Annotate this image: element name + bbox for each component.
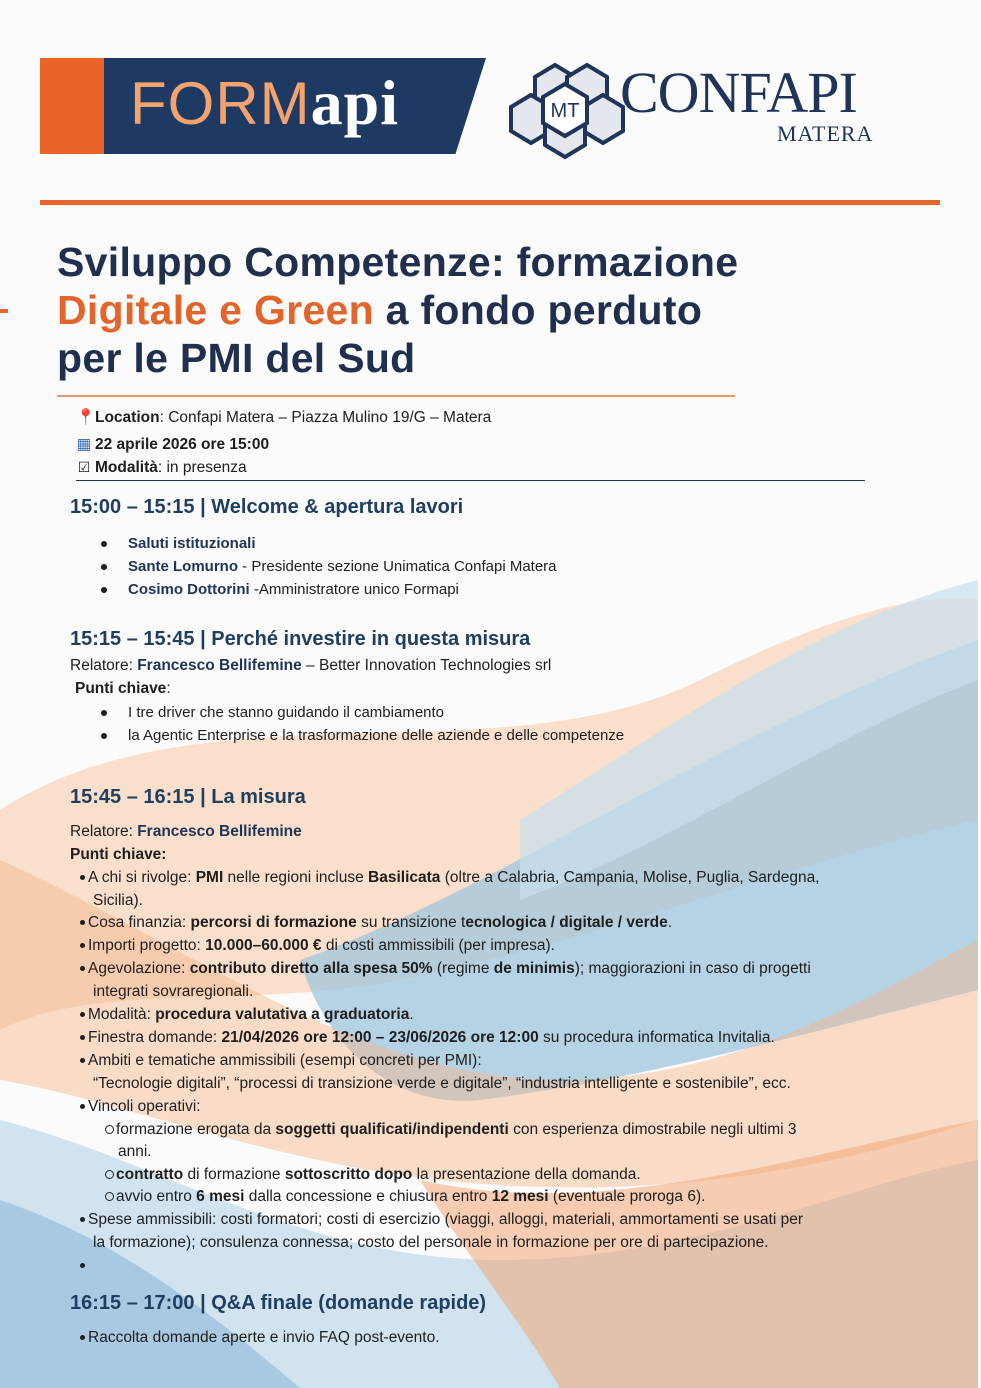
formapi-logo-orange-block	[40, 58, 110, 154]
title-accent: Digitale e Green	[57, 287, 374, 333]
text: (eventuale proroga 6).	[548, 1188, 706, 1205]
speaker-org: – Better Innovation Technologies srl	[301, 657, 552, 674]
text-continuation: Sicilia).	[93, 891, 143, 909]
bullet-icon	[80, 1058, 85, 1063]
bullet-icon	[80, 1217, 85, 1222]
text: Modalità:	[88, 1006, 156, 1023]
side-accent-tick	[0, 309, 8, 313]
speaker-name: Francesco Bellifemine	[137, 823, 302, 840]
title-line-3: per le PMI del Sud	[57, 335, 416, 381]
item-text: la Agentic Enterprise e la trasformazione delle aziende e delle competenze	[128, 727, 625, 744]
text-bold: contratto	[116, 1165, 184, 1183]
text: dalla concessione e chiusura entro	[244, 1188, 492, 1205]
bullet-icon	[101, 587, 107, 593]
formapi-logo	[40, 58, 486, 154]
title-line-2-rest: a fondo perduto	[373, 287, 703, 333]
sub-bullet-icon	[105, 1170, 114, 1179]
text-bold: procedura valutativa a graduatoria	[155, 1006, 410, 1023]
bullet-icon	[80, 1035, 85, 1040]
text: Agevolazione:	[88, 960, 190, 977]
section-heading-misura: 15:45 – 16:15 | La misura	[70, 786, 306, 808]
text-continuation: la formazione); consulenza connessa; costo del personale in formazione per ore di partecipazione.	[93, 1233, 769, 1251]
bullet-icon	[80, 1263, 85, 1268]
speaker-name: Sante Lomurno	[128, 558, 239, 575]
speaker-prefix: Relatore:	[70, 823, 138, 840]
pin-icon: 📍	[76, 409, 96, 426]
text: su transizione t	[356, 914, 466, 931]
bullet-icon	[101, 710, 107, 716]
list-item	[80, 1209, 930, 1254]
text-bold: PMI	[195, 869, 224, 886]
text-bold: 21/04/2026 ore 12:00 – 23/06/2026 ore 12:00	[221, 1029, 539, 1046]
text: avvio entro	[116, 1188, 197, 1205]
confapi-logo	[505, 55, 905, 165]
info-mode	[76, 459, 247, 477]
bullet-icon	[101, 733, 107, 739]
page-title	[57, 238, 738, 382]
title-line-1: Sviluppo Competenze: formazione	[57, 239, 739, 285]
speaker-name: Cosimo Dottorini	[128, 581, 250, 598]
list-item	[101, 581, 459, 598]
list-item	[80, 935, 930, 958]
mode-label: Modalità	[95, 459, 158, 476]
list-item	[80, 1050, 930, 1095]
sub-bullet-icon	[105, 1192, 114, 1201]
speaker-role: -Amministratore unico Formapi	[249, 581, 459, 598]
item-bold: Saluti istituzionali	[128, 535, 256, 552]
text: .	[409, 1006, 414, 1023]
text: Finestra domande:	[88, 1029, 222, 1046]
list-item	[80, 958, 930, 1003]
text-continuation: “Tecnologie digitali”, “processi di transizione verde e digitale”, “industria intelligente e sostenibile”, ecc.	[93, 1074, 791, 1092]
text-bold: 10.000–60.000 €	[205, 937, 322, 954]
list-item	[80, 1096, 930, 1209]
text: con esperienza dimostrabile negli ultimi 3	[508, 1120, 797, 1138]
list-item	[80, 1004, 930, 1027]
text: (oltre a Calabria, Campania, Molise, Puglia, Sardegna,	[440, 869, 820, 886]
formapi-logo-part1: FORM	[130, 70, 311, 137]
text-bold: 6 mesi	[196, 1188, 245, 1205]
keypoints-label: Punti chiave:	[70, 846, 167, 863]
bullet-icon	[101, 564, 107, 570]
text-bold: sottoscritto dopo	[284, 1165, 413, 1183]
text-bold: ecnologica / digitale / verde	[465, 914, 668, 931]
text: (regime	[432, 960, 494, 977]
checkbox-icon: ☑	[77, 459, 91, 475]
speaker-prefix: Relatore:	[70, 657, 138, 674]
text-bold: 12 mesi	[491, 1188, 549, 1205]
text: Spese ammissibili: costi formatori; costi di esercizio (viaggi, alloggi, materiali, ammortamenti se usati per	[88, 1211, 803, 1228]
speaker-line	[70, 657, 551, 675]
list-item	[101, 558, 557, 575]
bullet-icon	[80, 1012, 85, 1017]
list-item	[101, 535, 256, 552]
bullet-icon	[80, 1335, 85, 1340]
text: su procedura informatica Invitalia.	[538, 1029, 775, 1046]
sub-list-item	[80, 1186, 930, 1209]
title-line-2	[57, 286, 738, 334]
calendar-icon: ▦	[76, 436, 92, 453]
section-heading-perche: 15:15 – 15:45 | Perché investire in questa misura	[70, 628, 531, 650]
confapi-name: CONFAPI	[620, 60, 857, 125]
sub-list-item	[80, 1164, 930, 1187]
text: di costi ammissibili (per impresa).	[321, 937, 555, 954]
speaker-role: - Presidente sezione Unimatica Confapi Matera	[238, 558, 557, 575]
keypoints-label	[75, 680, 171, 698]
list-item	[80, 867, 930, 912]
text-bold: Basilicata	[368, 869, 441, 886]
title-divider	[57, 395, 735, 397]
empty-list-item	[80, 1255, 88, 1278]
bullet-icon	[80, 875, 85, 880]
header-divider	[40, 200, 940, 205]
section-heading-qa: 16:15 – 17:00 | Q&A finale (domande rapide)	[70, 1292, 487, 1314]
text: ); maggiorazioni in caso di progetti	[574, 960, 811, 977]
text-bold: percorsi di formazione	[190, 914, 357, 931]
keypoints-label-text: Punti chiave	[75, 680, 167, 697]
item-text: Raccolta domande aperte e invio FAQ post-evento.	[88, 1329, 440, 1346]
list-item	[101, 704, 444, 721]
text-bold: contributo diretto alla spesa 50%	[189, 960, 433, 977]
text: la presentazione della domanda.	[412, 1165, 641, 1183]
speaker-line	[70, 823, 302, 841]
confapi-hexagon-icon	[505, 55, 625, 165]
location-label: Location	[95, 409, 160, 426]
bullet-icon	[80, 966, 85, 971]
confapi-badge-text: MT	[550, 100, 580, 122]
speaker-name: Francesco Bellifemine	[137, 657, 302, 674]
list-item	[101, 727, 624, 744]
event-date: 22 aprile 2026 ore 15:00	[95, 436, 270, 453]
sub-bullet-icon	[105, 1125, 114, 1134]
text-bold: soggetti qualificati/indipendenti	[275, 1120, 509, 1138]
text: di formazione	[183, 1165, 285, 1183]
text: formazione erogata da	[116, 1120, 276, 1138]
text: Importi progetto:	[88, 937, 206, 954]
info-date	[76, 435, 269, 454]
bullet-icon	[101, 541, 107, 547]
mode-value: : in presenza	[157, 459, 247, 476]
list-item	[80, 912, 930, 935]
text: .	[667, 914, 673, 931]
list-item	[80, 1327, 440, 1350]
item-text: I tre driver che stanno guidando il cambiamento	[128, 704, 445, 721]
text: Cosa finanzia:	[88, 914, 191, 931]
keypoints-colon: :	[166, 680, 171, 697]
info-divider	[76, 480, 865, 481]
bullet-icon	[80, 920, 85, 925]
text: Vincoli operativi:	[88, 1098, 201, 1115]
text-continuation: anni.	[118, 1143, 152, 1160]
bullet-icon	[80, 1104, 85, 1109]
sub-list-item	[80, 1119, 930, 1142]
confapi-city: MATERA	[777, 121, 874, 146]
text: Ambiti e tematiche ammissibili (esempi concreti per PMI):	[88, 1052, 482, 1069]
list-item	[80, 1027, 930, 1050]
text-continuation: integrati sovraregionali.	[93, 982, 254, 1000]
info-location	[76, 408, 491, 427]
location-value: : Confapi Matera – Piazza Mulino 19/G – Matera	[159, 409, 492, 426]
bullet-icon	[80, 943, 85, 948]
formapi-logo-part2: api	[310, 67, 400, 138]
text-bold: de minimis	[493, 960, 575, 977]
text: A chi si rivolge:	[88, 869, 196, 886]
section-heading-welcome: 15:00 – 15:15 | Welcome & apertura lavori	[70, 496, 464, 518]
formapi-logo-text	[130, 66, 399, 140]
text: nelle regioni incluse	[223, 869, 369, 886]
